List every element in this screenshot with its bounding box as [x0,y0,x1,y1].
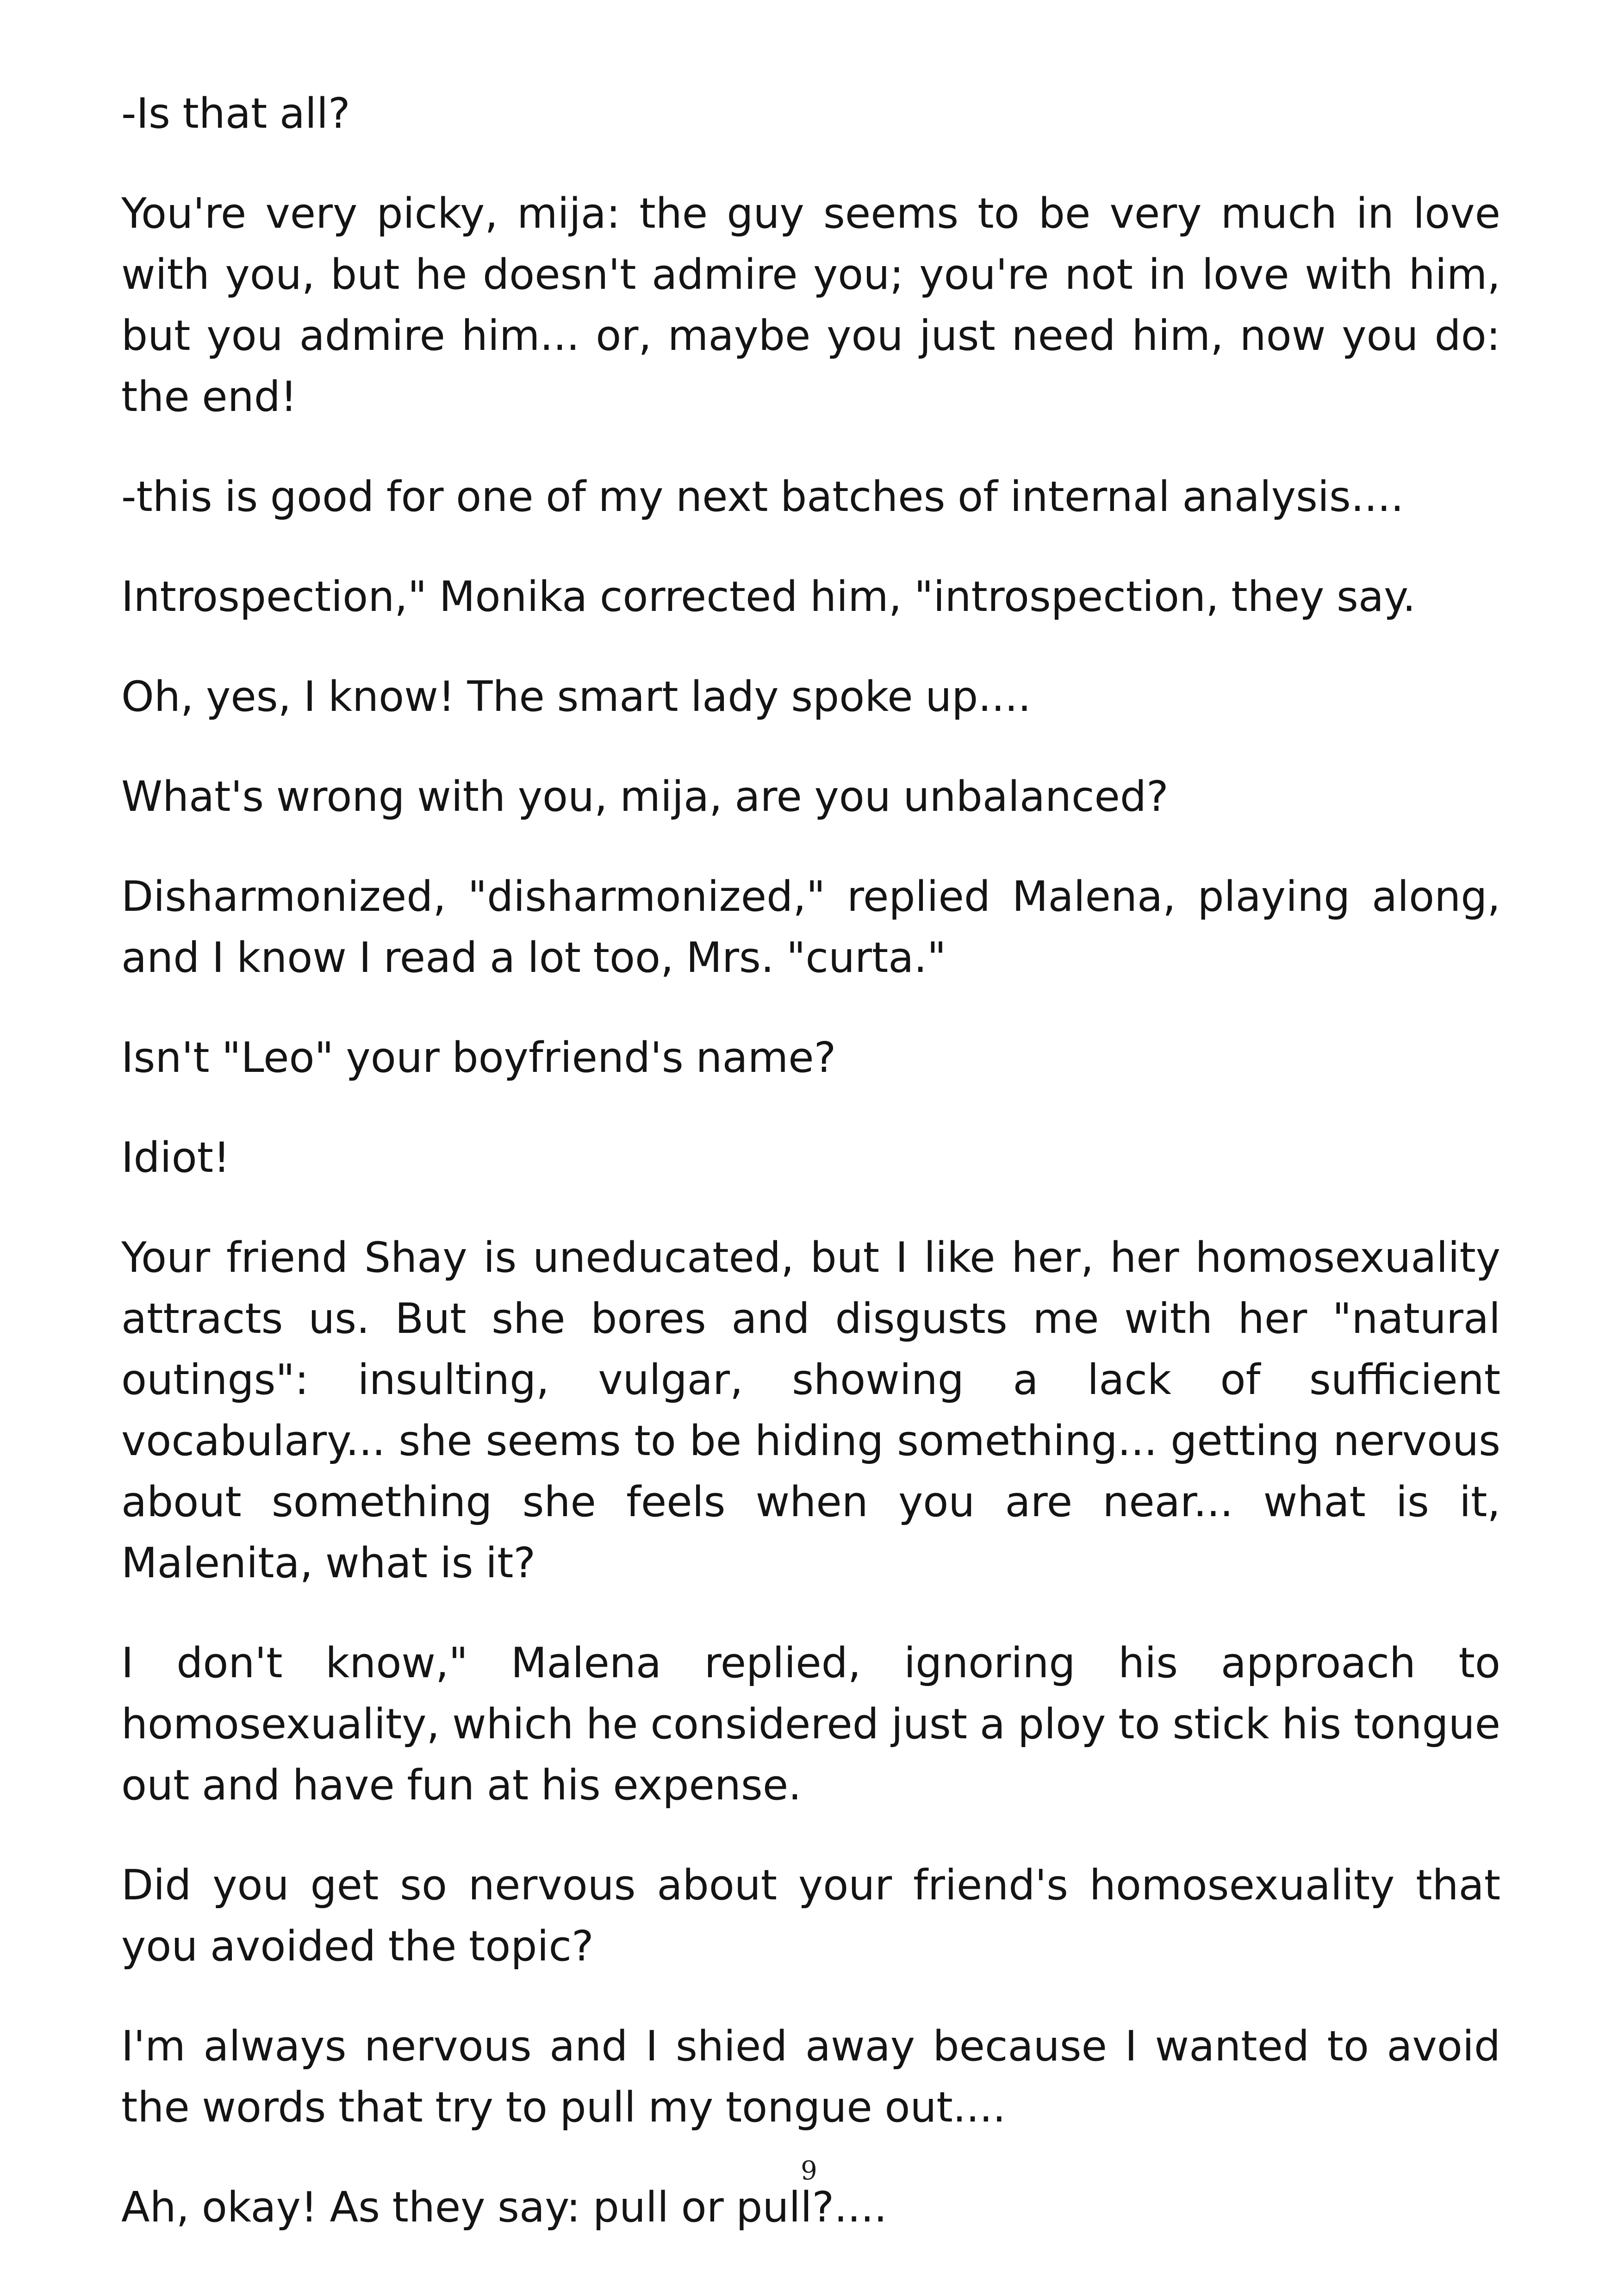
paragraph: Isn't "Leo" your boyfriend's name? [121,1033,836,1082]
page-number: 9 [801,2156,817,2186]
paragraph: I'm always nervous and I shied away because I wanted to avoid the words that try to pull my tongue out.... [121,2022,1500,2132]
paragraph: Your friend Shay is uneducated, but I like her, her homosexuality attracts us. But she bores and disgusts me with her "natural outings": insulting, vulgar, showing a lack of sufficient vocabulary... she seems to be hiding something... getting nervous about something she feels when you are near... what is it, Malenita, what is it? [121,1233,1500,1587]
paragraph: Introspection," Monika corrected him, "introspection, they say. [121,572,1416,621]
paragraph: You're very picky, mija: the guy seems to be very much in love with you, but he doesn't admire you; you're not in love with him, but you admire him... or, maybe you just need him, now you do: the end! [121,189,1500,421]
paragraph: -this is good for one of my next batches of internal analysis.... [121,473,1404,521]
paragraph: What's wrong with you, mija, are you unbalanced? [121,772,1169,821]
paragraph: I don't know," Malena replied, ignoring his approach to homosexuality, which he considered just a ploy to stick his tongue out and have fun at his expense. [121,1639,1500,1810]
paragraph: Did you get so nervous about your friend's homosexuality that you avoided the topic? [121,1861,1500,1971]
paragraph: -Is that all? [121,89,350,138]
body-text [121,83,1500,2238]
paragraph: Idiot! [121,1133,230,1182]
paragraph: Ah, okay! As they say: pull or pull?.... [121,2183,887,2232]
paragraph: Disharmonized, "disharmonized," replied Malena, playing along, and I know I read a lot too, Mrs. "curta." [121,872,1500,982]
paragraph: Oh, yes, I know! The smart lady spoke up.... [121,672,1031,721]
